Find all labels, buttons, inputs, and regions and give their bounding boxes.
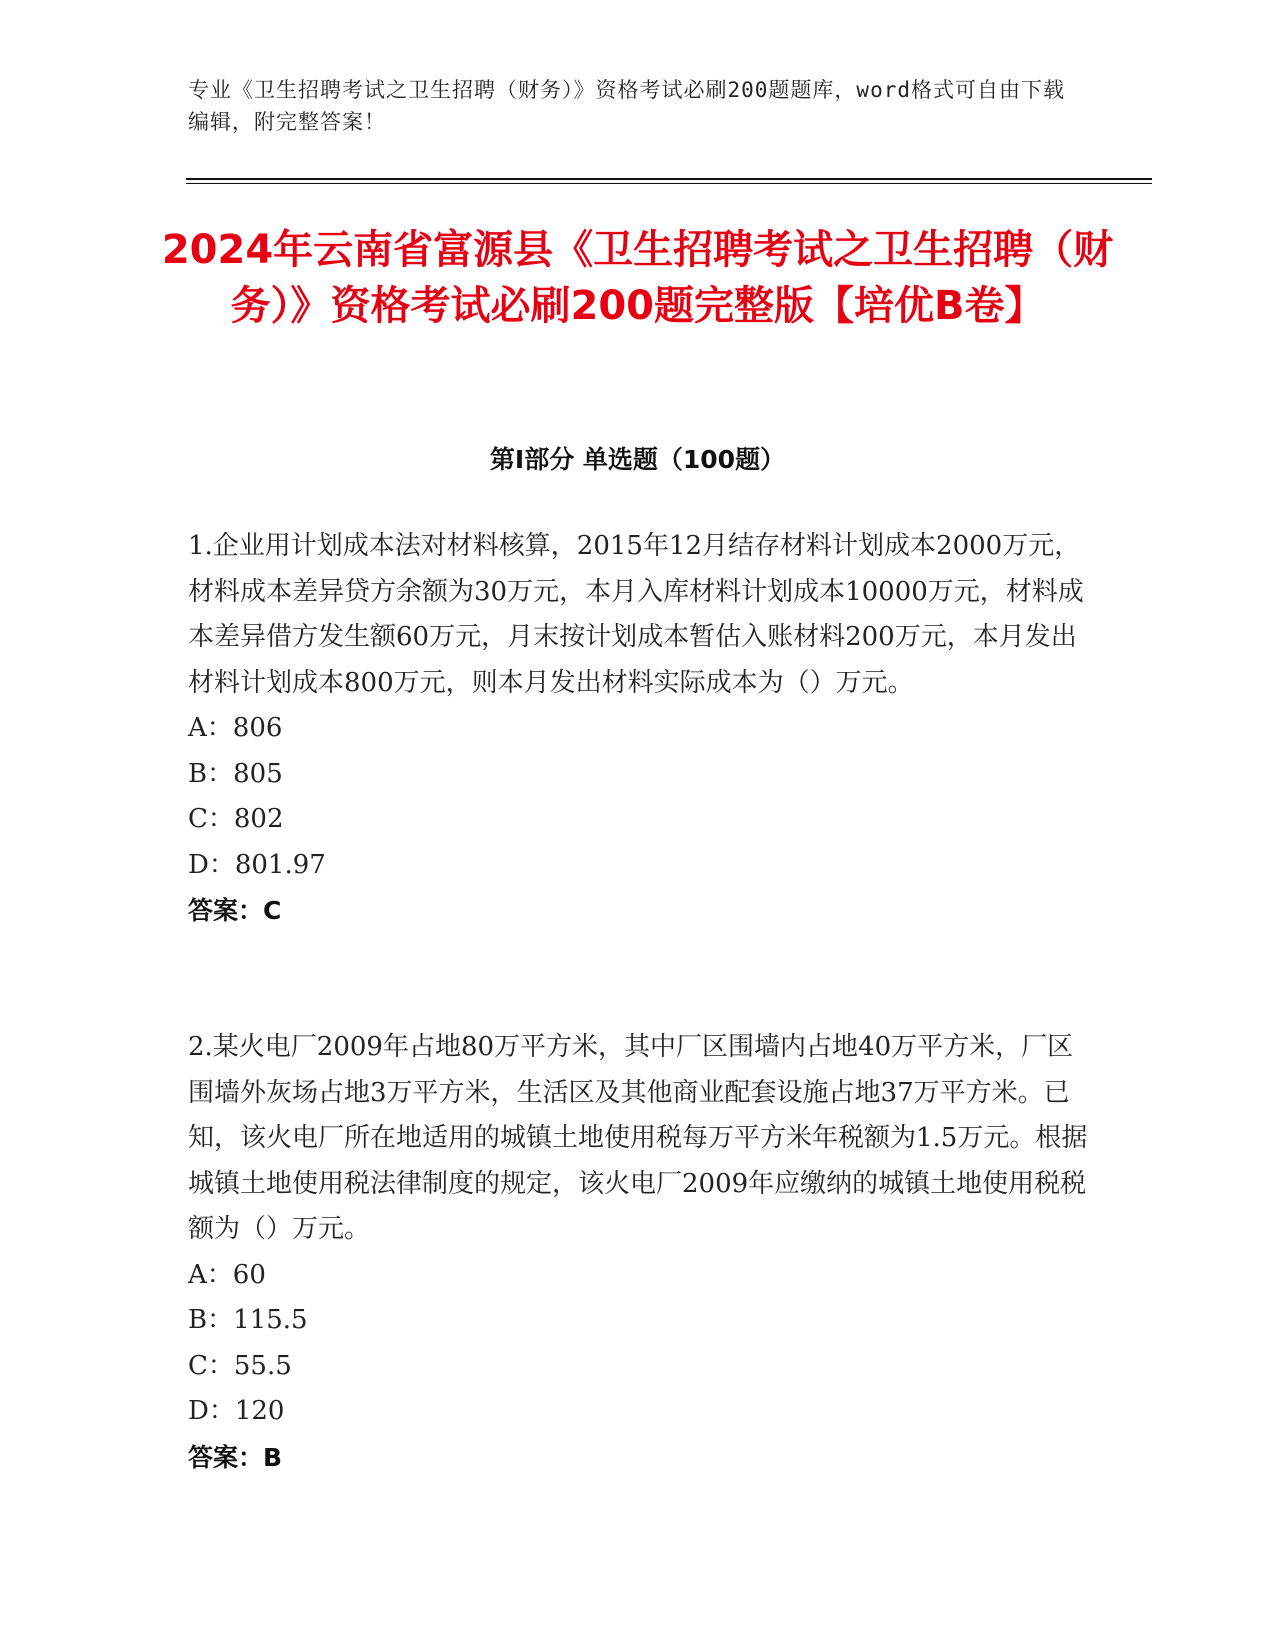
option-b: B：805 <box>188 758 283 789</box>
option-c: C：55.5 <box>188 1350 292 1381</box>
question-stem: 1.企业用计划成本法对材料核算，2015年12月结存材料计划成本2000万元，材料成本差异贷方余额为30万元，本月入库材料计划成本10000万元，材料成本差异借方发生额60万元，月末按计划成本暂估入账材料200万元，本月发出材料计划成本800万元，则本月发出材料实际成本为（）万元。 <box>188 531 1084 698</box>
header-rule-thick <box>186 178 1152 180</box>
option-c: C：802 <box>188 804 284 834</box>
answer: 答案：C <box>188 896 282 925</box>
question-stem: 2.某火电厂2009年占地80万平方米，其中厂区围墙内占地40万平方米，厂区围墙外灰场占地3万平方米，生活区及其他商业配套设施占地37万平方米。已知，该火电厂所在地适用的城镇土地使用税每万平方米年税额为1.5万元。根据城镇土地使用税法律制度的规定，该火电厂2009年应缴纳的城镇土地使用税税额为（）万元。 <box>188 1032 1088 1244</box>
option-a: A：806 <box>188 713 283 743</box>
header-note: 专业《卫生招聘考试之卫生招聘（财务）》资格考试必刷200题题库，word格式可自由下载编辑，附完整答案！ <box>188 78 1065 134</box>
document-title: 2024年云南省富源县《卫生招聘考试之卫生招聘（财务）》资格考试必刷200题完整版【培优B卷】 <box>161 227 1114 329</box>
question-2 <box>188 1025 1093 1480</box>
option-d: D：120 <box>188 1396 285 1426</box>
option-b: B：115.5 <box>188 1305 308 1335</box>
option-d: D：801.97 <box>188 849 326 880</box>
answer: 答案：B <box>188 1442 283 1472</box>
section-heading: 第I部分 单选题（100题） <box>489 445 786 474</box>
question-1 <box>188 524 1093 934</box>
option-a: A：60 <box>188 1259 266 1290</box>
header-rule-thin <box>186 183 1152 184</box>
